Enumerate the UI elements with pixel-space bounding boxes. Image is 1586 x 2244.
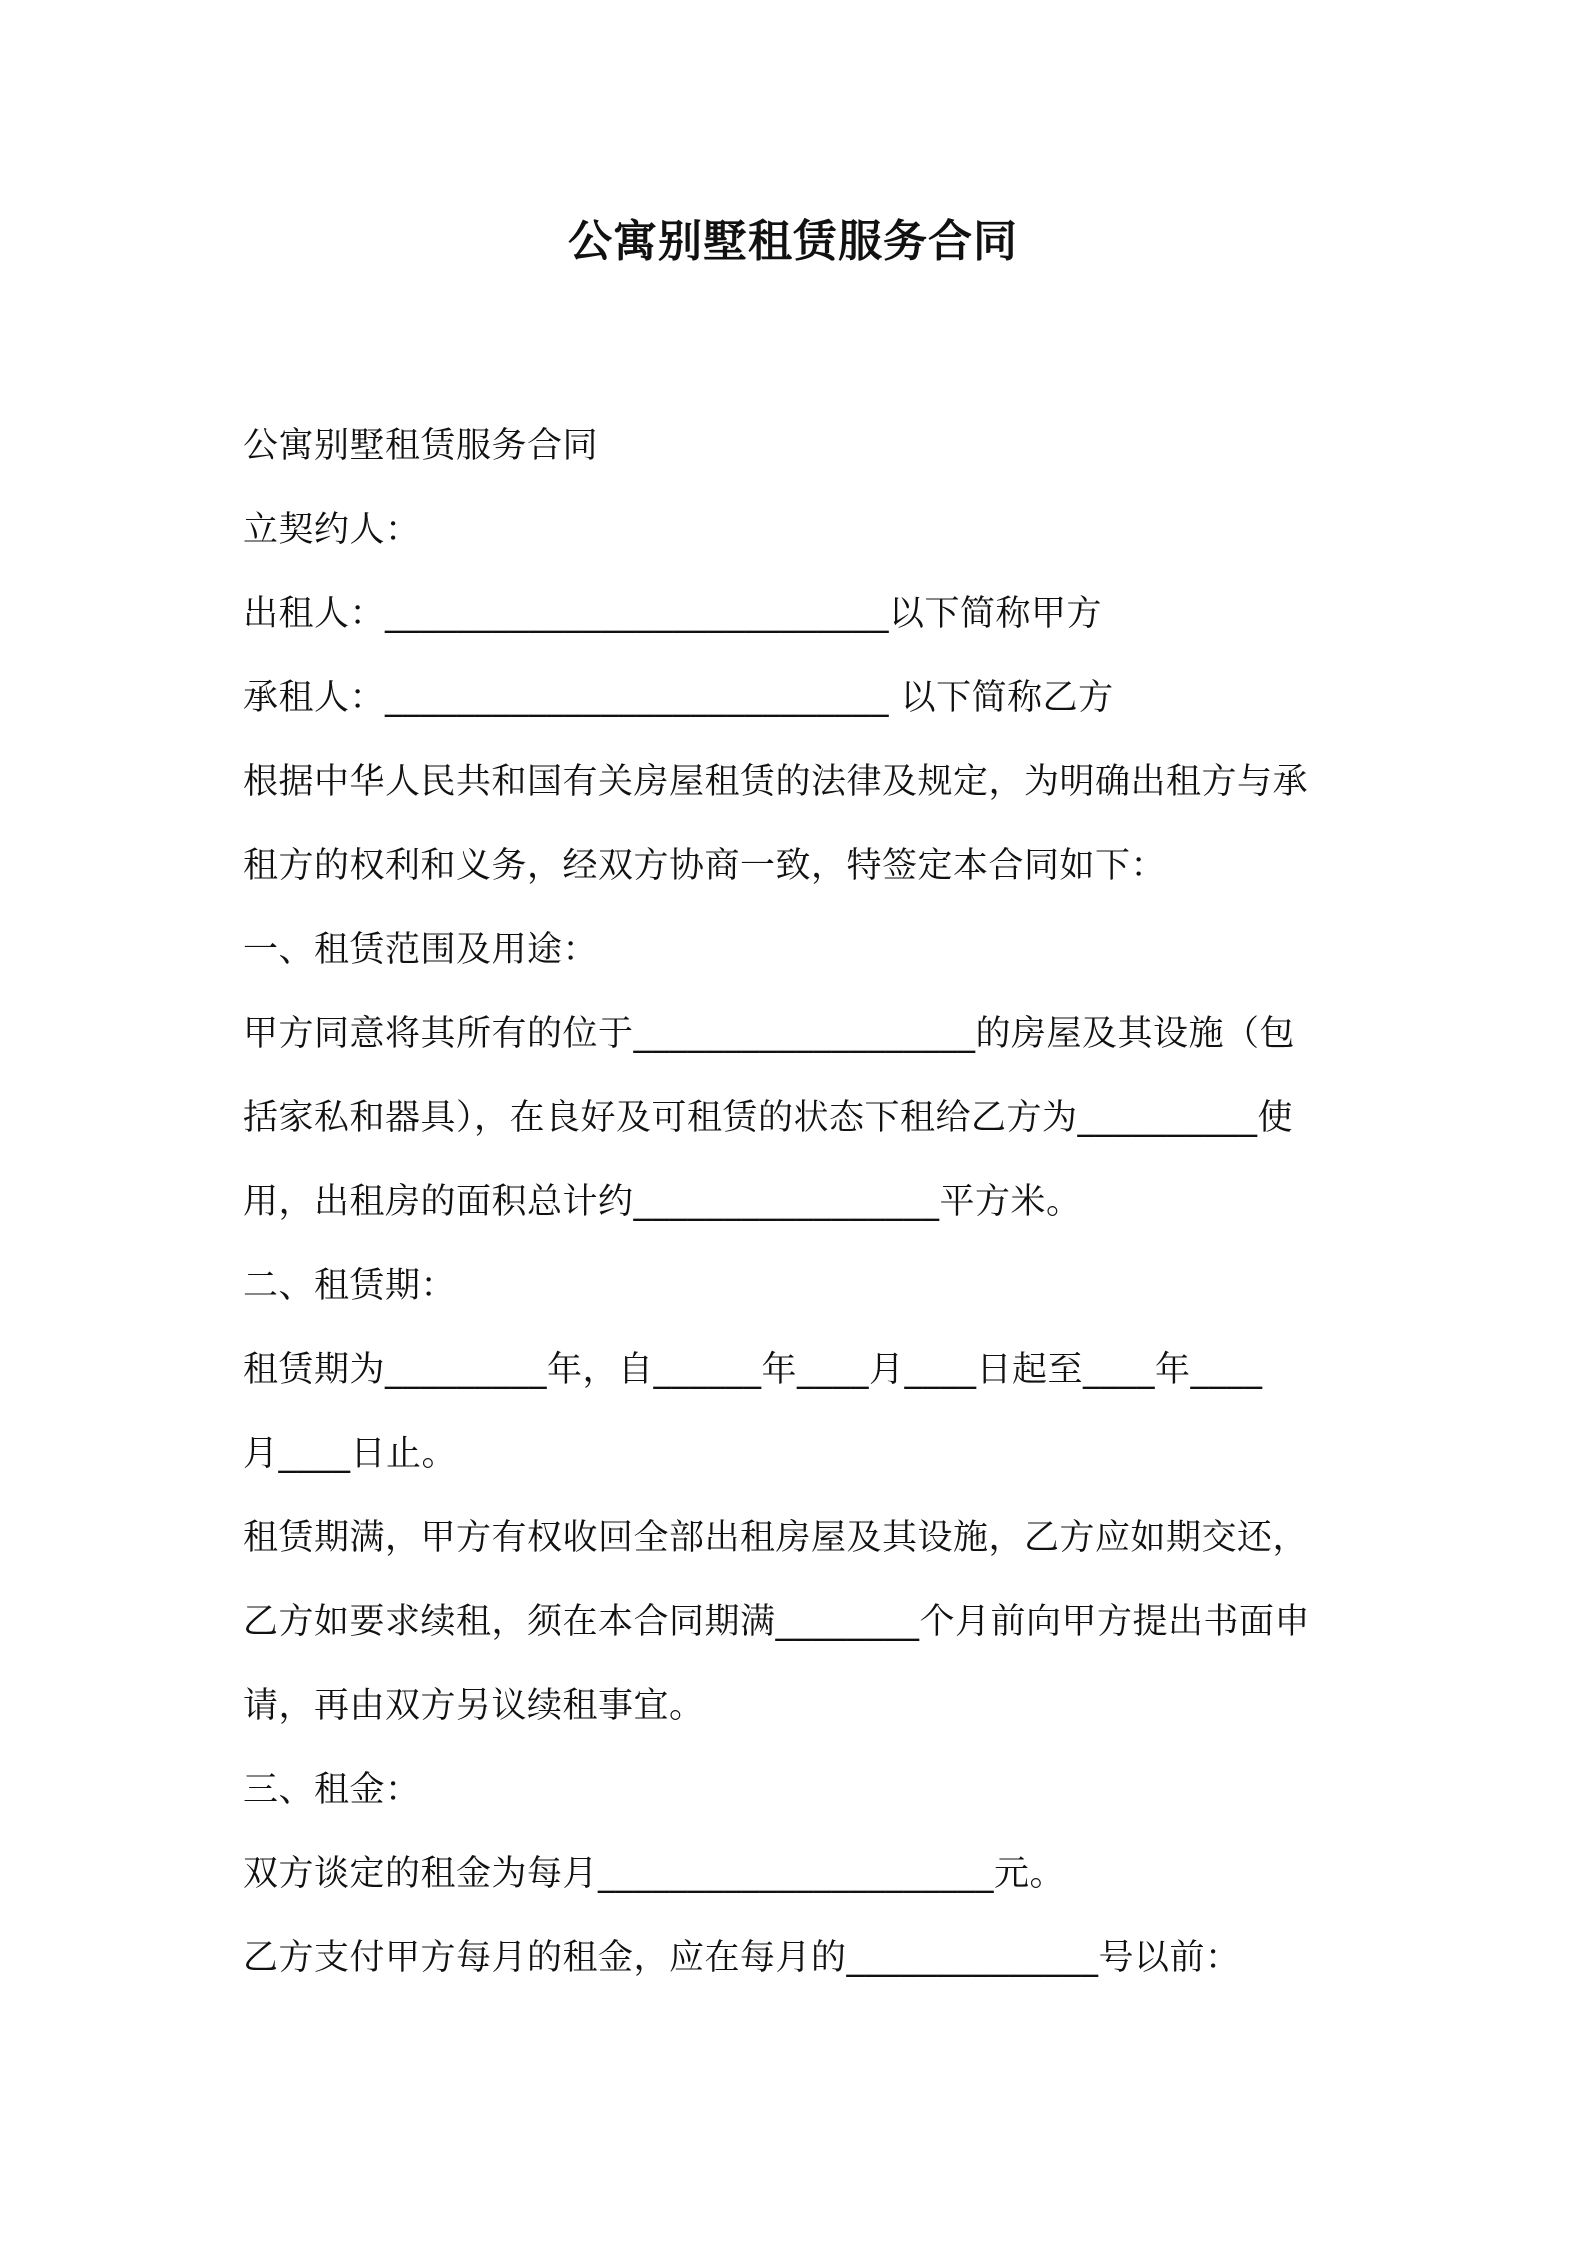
section-3-heading: 三、租金： [243,1770,421,1810]
section-2-line-3: 租赁期满，甲方有权收回全部出租房屋及其设施，乙方应如期交还， [243,1518,1309,1558]
lessee-line: 承租人：____________________________ 以下简称乙方 [243,678,1114,718]
section-2-line-4: 乙方如要求续租，须在本合同期满________个月前向甲方提出书面申 [243,1602,1311,1642]
document-body [243,404,1358,2000]
section-1-line-1: 甲方同意将其所有的位于___________________的房屋及其设施（包 [243,1014,1296,1054]
preamble-line-2: 租方的权利和义务，经双方协商一致，特签定本合同如下： [243,846,1167,886]
section-3-line-1: 双方谈定的租金为每月______________________元。 [243,1854,1066,1894]
section-3-line-2: 乙方支付甲方每月的租金，应在每月的______________号以前： [243,1938,1241,1978]
section-2-line-1: 租赁期为_________年，自______年____月____日起至____年____ [243,1350,1263,1390]
preamble-line-1: 根据中华人民共和国有关房屋租赁的法律及规定，为明确出租方与承 [243,762,1309,802]
section-1-heading: 一、租赁范围及用途： [243,930,599,970]
section-1-line-3: 用，出租房的面积总计约_________________平方米。 [243,1182,1082,1222]
section-2-line-2: 月____日止。 [243,1434,458,1474]
section-2-line-5: 请，再由双方另议续租事宜。 [243,1686,705,1726]
section-2-heading: 二、租赁期： [243,1266,457,1306]
lessor-line: 出租人：____________________________以下简称甲方 [243,594,1103,634]
parties-label: 立契约人： [243,510,421,550]
document-title: 公寓别墅租赁服务合同 [568,216,1018,267]
section-1-line-2: 括家私和器具），在良好及可租赁的状态下租给乙方为__________使 [243,1098,1294,1138]
heading-repeat: 公寓别墅租赁服务合同 [243,426,599,466]
